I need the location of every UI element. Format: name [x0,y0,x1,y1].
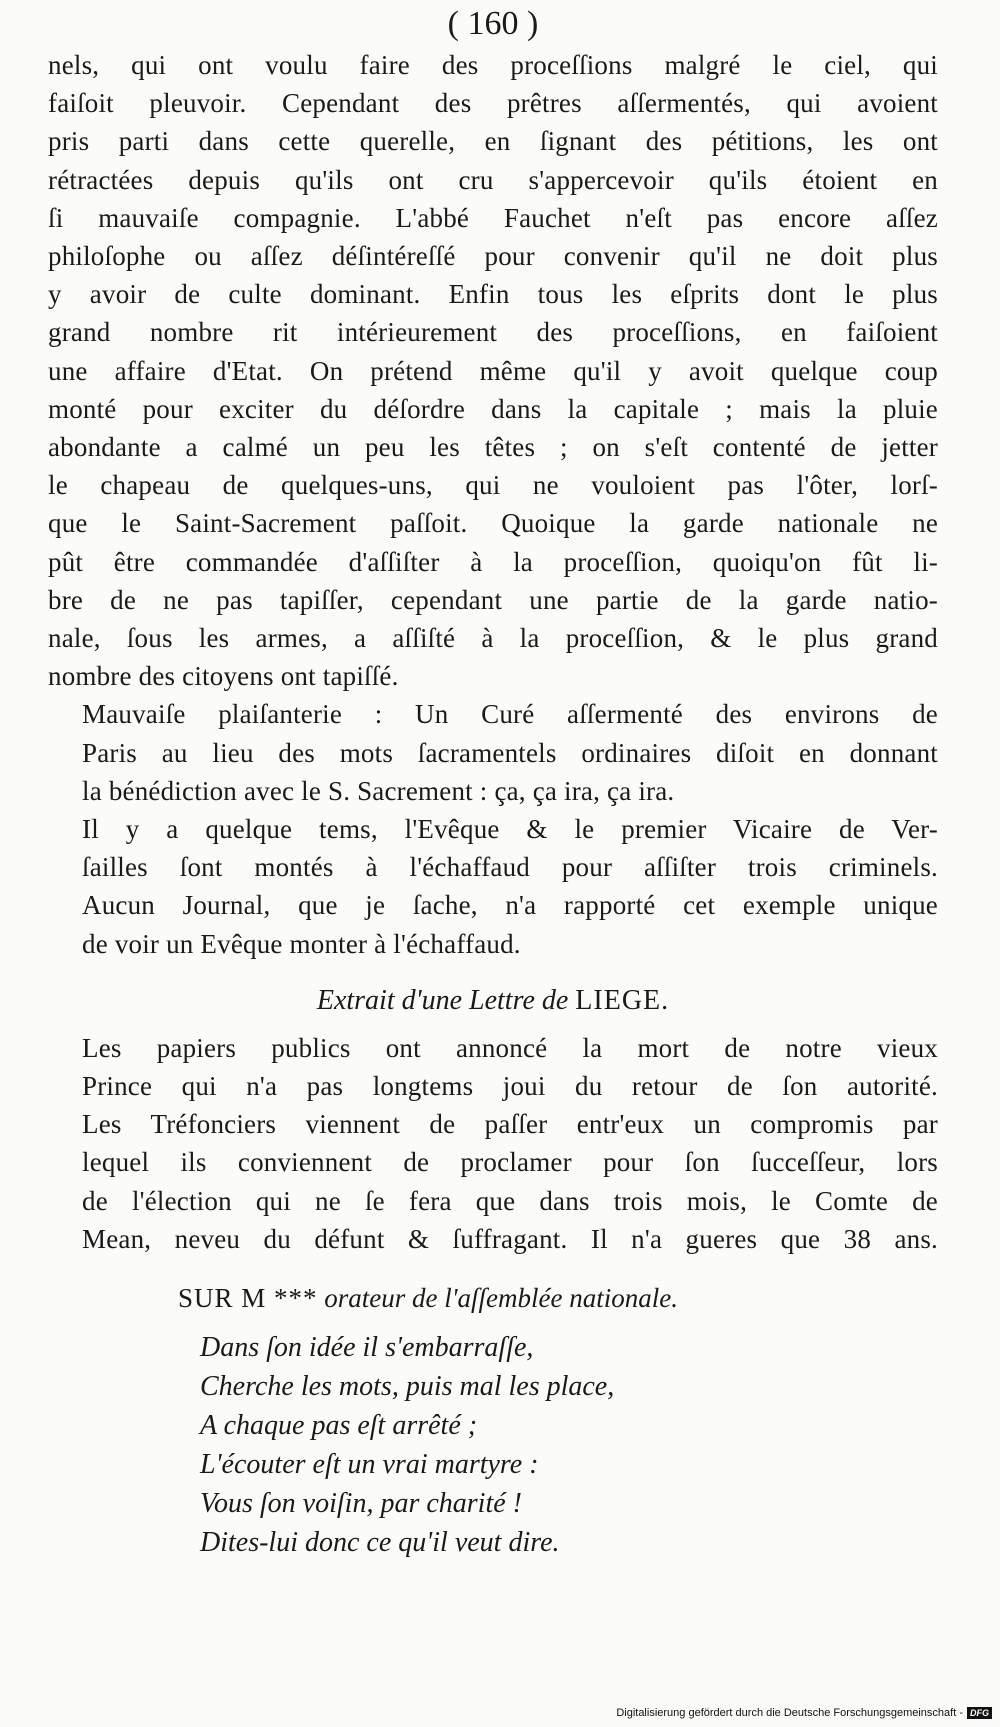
poem-verse: Cherche les mots, puis mal les place, [200,1371,615,1403]
text-line: pris parti dans cette querelle, en ſignant des pétitions, les ont [48,126,938,157]
text-line: la bénédiction avec le S. Sacrement : ça, ça ira, ça ira. [82,775,675,806]
poem-verse: Dites-lui donc ce qu'il veut dire. [200,1527,560,1559]
text-line: abondante a calmé un peu les têtes ; on s'eſt contenté de jetter [48,432,938,463]
text-line: rétractées depuis qu'ils ont cru s'appercevoir qu'ils étoient en [48,164,938,195]
text-line: Paris au lieu des mots ſacramentels ordinaires diſoit en donnant [82,737,938,768]
text-line: y avoir de culte dominant. Enfin tous les eſprits dont le plus [48,279,938,310]
page-number: ( 160 ) [447,5,539,42]
poem-heading-rest: orateur de l'aſſemblée nationale. [324,1283,678,1314]
dfg-logo: DFG [967,1707,992,1719]
poem-heading-prefix: SUR M *** [178,1283,318,1314]
poem-verse: Vous ſon voiſin, par charité ! [200,1488,522,1520]
text-line: Il y a quelque tems, l'Evêque & le premier Vicaire de Ver- [82,814,938,845]
section-heading-liege [48,981,938,1021]
text-line: monté pour exciter du déſordre dans la capitale ; mais la pluie [48,393,938,424]
text-line: que le Saint-Sacrement paſſoit. Quoique la garde nationale ne [48,508,938,539]
text-line: nale, ſous les armes, a aſſiſté à la proceſſion, & le plus grand [48,623,938,654]
poem-verse: Dans ſon idée il s'embarraſſe, [200,1332,534,1364]
text-line: philoſophe ou aſſez déſintéreſſé pour convenir qu'il ne doit plus [48,241,938,272]
text-line: Mauvaiſe plaiſanterie : Un Curé aſſermenté des environs de [82,699,938,730]
text-line: Prince qui n'a pas longtems joui du retour de ſon autorité. [82,1071,938,1102]
paragraph-eveque [48,810,938,963]
text-line: nels, qui ont voulu faire des proceſſions malgré le ciel, qui [48,50,938,80]
text-line: ſailles ſont montés à l'échaffaud pour aſſiſter trois criminels. [82,852,938,883]
poem-heading [48,1278,938,1318]
text-line: Les papiers publics ont annoncé la mort de notre vieux [82,1032,938,1063]
text-line: Les Tréfonciers viennent de paſſer entr'eux un compromis par [82,1109,938,1140]
digitization-credit [616,1707,992,1719]
text-line: ſi mauvaiſe compagnie. L'abbé Fauchet n'eſt pas encore aſſez [48,202,938,233]
poem-verse: L'écouter eſt un vrai martyre : [200,1449,539,1481]
text-line: le chapeau de quelques-uns, qui ne vouloient pas l'ôter, lorſ- [48,470,938,501]
text-line: nombre des citoyens ont tapiſſé. [48,661,399,692]
text-line: lequel ils conviennent de proclamer pour ſon ſucceſſeur, lors [82,1147,938,1178]
text-line: Aucun Journal, que je ſache, n'a rapporté cet exemple unique [82,890,938,921]
poem-verse: A chaque pas eſt arrêté ; [200,1410,478,1442]
text-line: Mean, neveu du défunt & ſuffragant. Il n'a gueres que 38 ans. [82,1223,938,1254]
text-line: pût être commandée d'aſſiſter à la proceſſion, quoiqu'on fût li- [48,546,938,577]
paragraph-plaisanterie [48,695,938,810]
text-line: de l'élection qui ne ſe fera que dans trois mois, le Comte de [82,1185,938,1216]
credit-text: Digitalisierung gefördert durch die Deutsche Forschungsgemeinschaft - [616,1707,963,1719]
text-line: bre de ne pas tapiſſer, cependant une partie de la garde natio- [48,584,938,615]
heading-place: LIEGE. [575,984,670,1016]
text-line: une affaire d'Etat. On prétend même qu'il y avoit quelque coup [48,355,938,386]
paragraph-procession [48,46,938,695]
paragraph-letter [48,1029,938,1258]
poem [48,1328,938,1562]
document-page [48,0,938,1562]
heading-prefix: Extrait d'une Lettre de [316,984,569,1016]
text-line: faiſoit pleuvoir. Cependant des prêtres aſſermentés, qui avoient [48,88,938,119]
text-line: de voir un Evêque monter à l'échaffaud. [82,928,521,959]
text-line: grand nombre rit intérieurement des proceſſions, en faiſoient [48,317,938,348]
